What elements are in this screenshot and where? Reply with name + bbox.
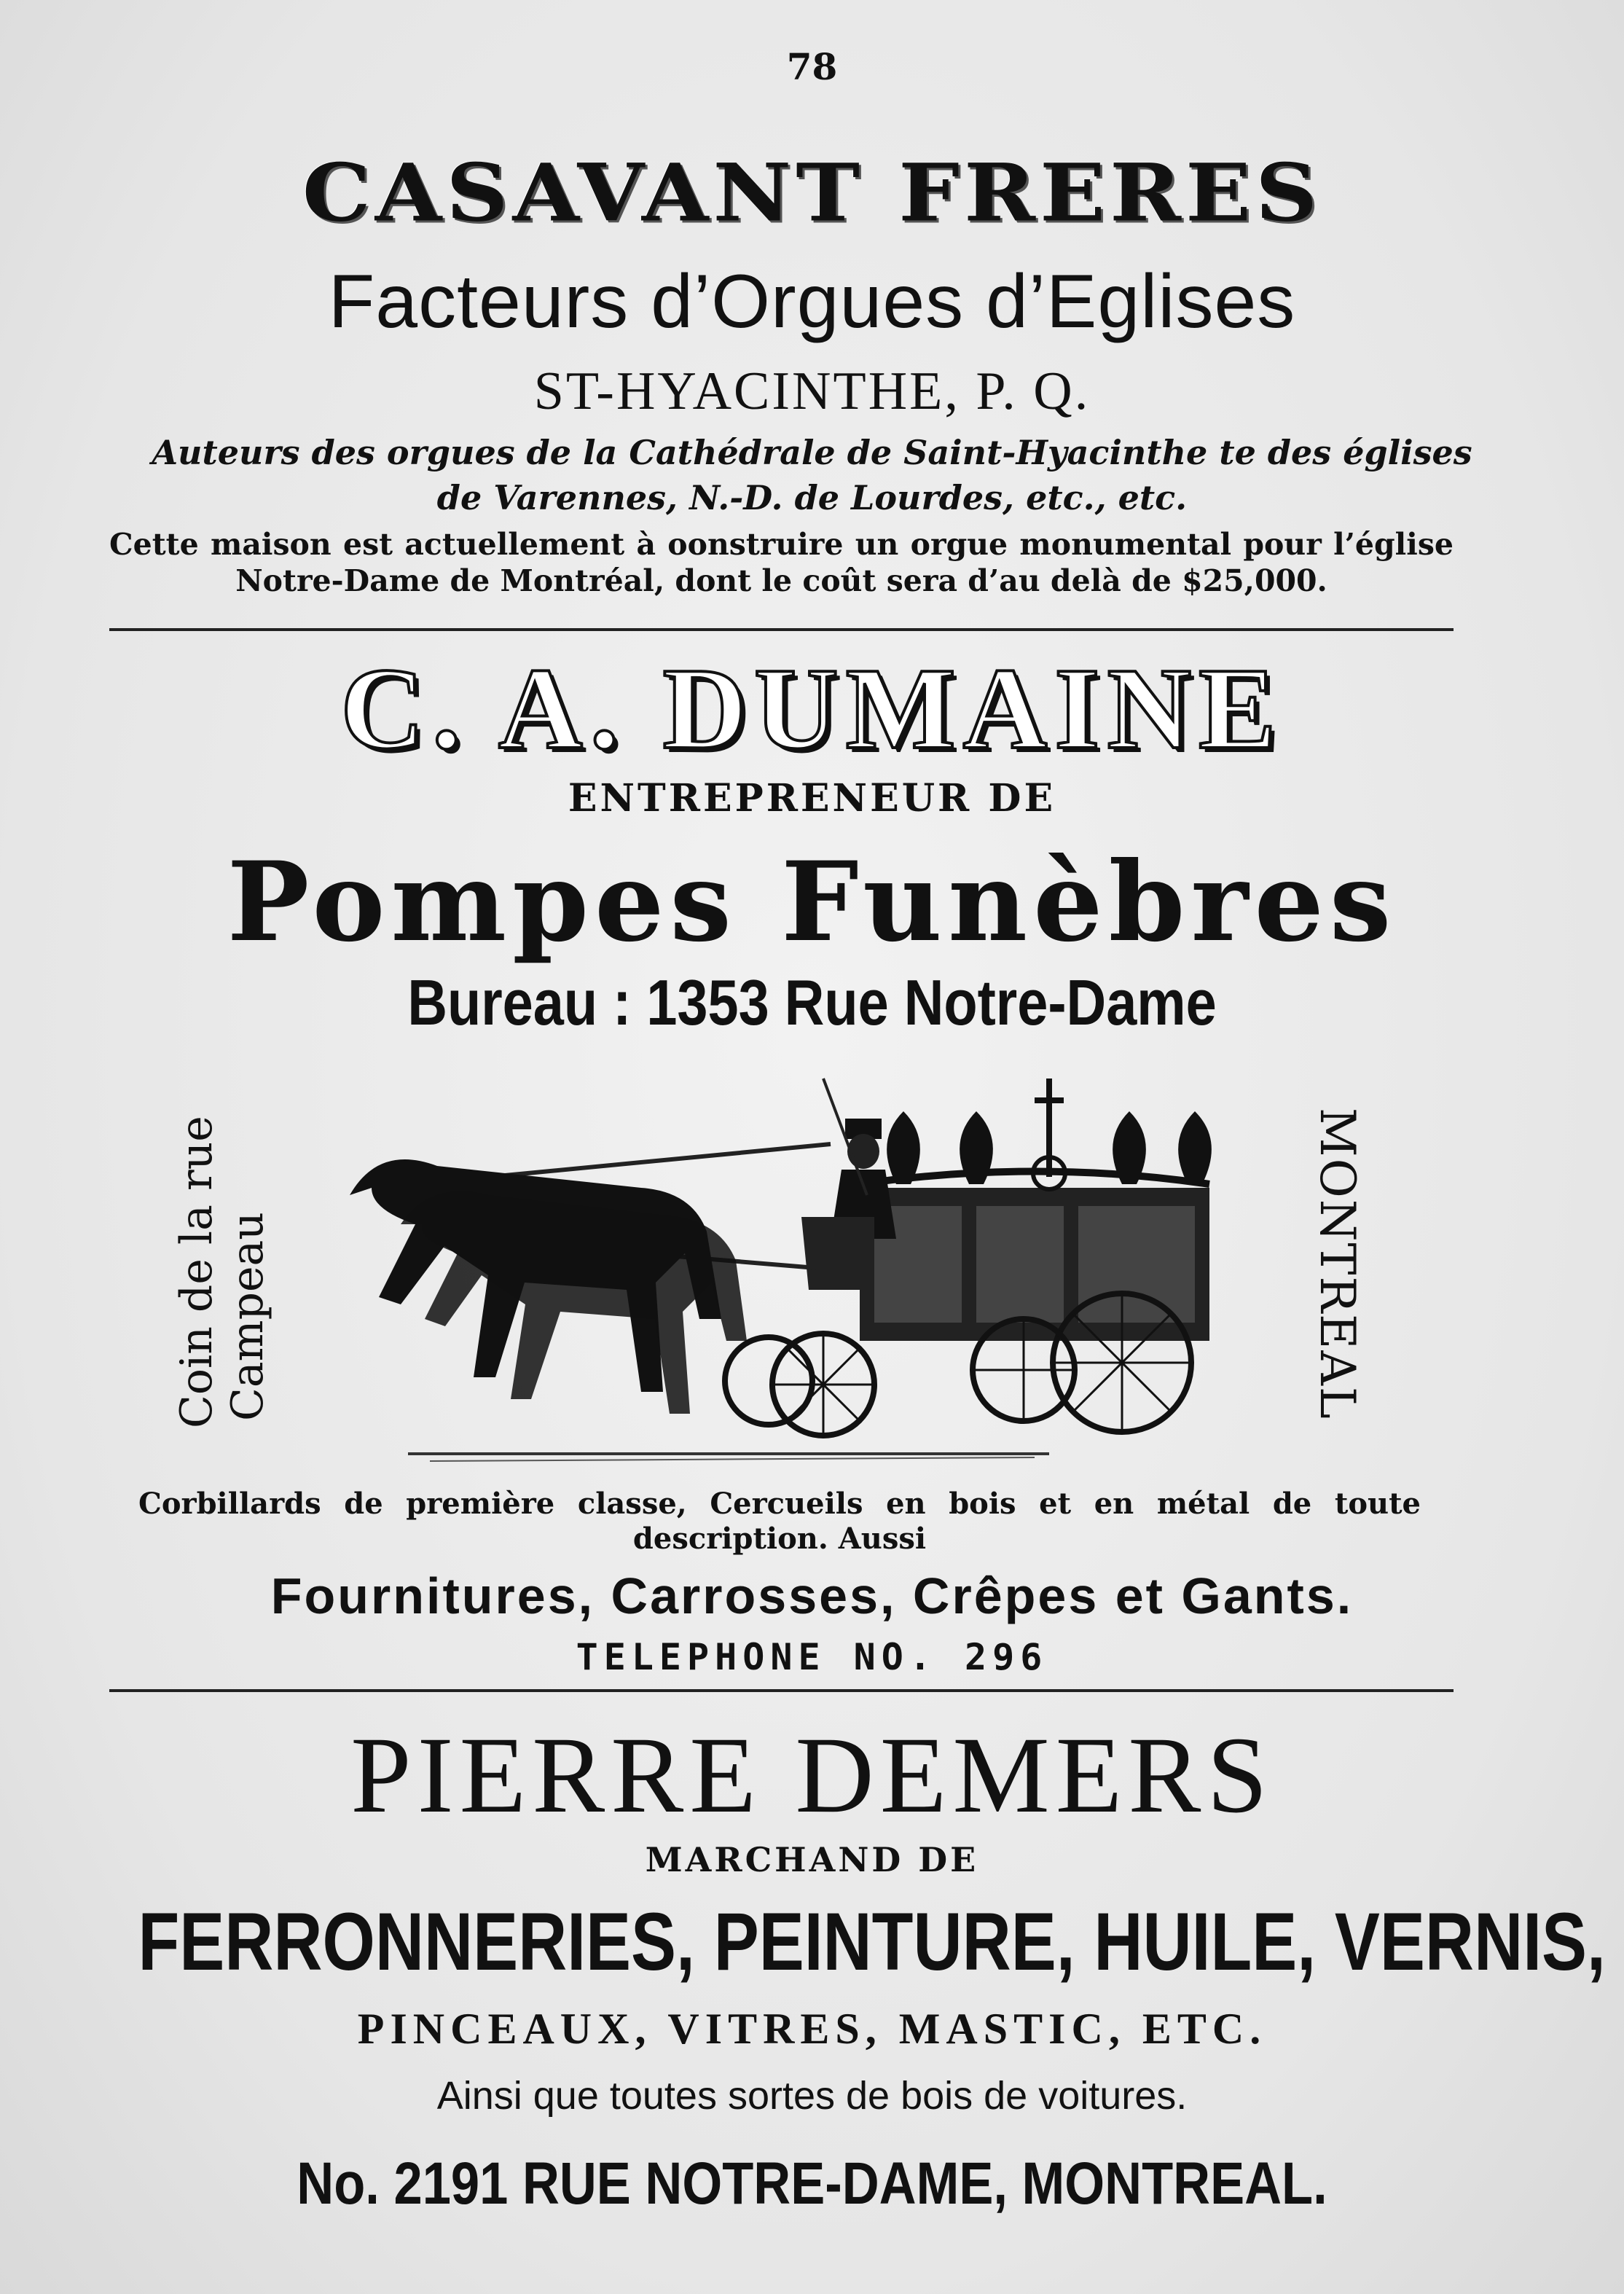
demers-address: No. 2191 RUE NOTRE-DAME, MONTREAL. (297, 2150, 1327, 2217)
dumaine-service: Pompes Funèbres (227, 838, 1397, 966)
casavant-city: ST-HYACINTHE, P. Q. (533, 361, 1091, 421)
demers-marchand: MARCHAND DE (645, 1840, 979, 1879)
dumaine-description: Corbillards de première classe, Cercueils en bois et en métal de toute description. Aussi (138, 1487, 1421, 1556)
casavant-authors: Auteurs des orgues de la Cathédrale de Saint-Hyacinthe te des églises de Varennes, N.-D. de Lourdes, etc., etc. (152, 433, 1472, 517)
page-number: 78 (786, 45, 838, 88)
dumaine-supplies: Fournitures, Carrosses, Crêpes et Gants. (270, 1567, 1354, 1624)
corner-address-vertical (171, 1093, 281, 1443)
dumaine-title: C. A. DUMAINE (340, 643, 1284, 773)
hearse-illustration (321, 1049, 1268, 1472)
city-vertical (1304, 1108, 1370, 1443)
demers-extra: Ainsi que toutes sortes de bois de voitures. (436, 2074, 1188, 2118)
divider-bottom (109, 1689, 1454, 1692)
casavant-notice: Cette maison est actuellement à oonstruire un orgue monumental pour l’église Notre-Dame de Montréal, dont le coût sera d’au delà de $25,000. (109, 527, 1454, 598)
demers-goods-2: PINCEAUX, VITRES, MASTIC, ETC. (357, 2005, 1267, 2053)
demers-title: PIERRE DEMERS (350, 1715, 1274, 1836)
dumaine-bureau: Bureau : 1353 Rue Notre-Dame (407, 966, 1217, 1038)
casavant-title: CASAVANT FRERES (302, 146, 1322, 240)
dumaine-entrepreneur: ENTREPRENEUR DE (568, 776, 1056, 821)
demers-goods: FERRONNERIES, PEINTURE, HUILE, VERNIS, (138, 1896, 1606, 1987)
corner-line-1: Coin de la rue (171, 1116, 222, 1428)
dumaine-telephone: TELEPHONE NO. 296 (576, 1636, 1048, 1678)
divider-top (109, 628, 1454, 631)
city-vertical-label: MONTREAL (1309, 1108, 1365, 1420)
casavant-tagline: Facteurs d’Orgues d’Eglises (328, 259, 1296, 344)
corner-line-2: Campeau (222, 1212, 273, 1421)
